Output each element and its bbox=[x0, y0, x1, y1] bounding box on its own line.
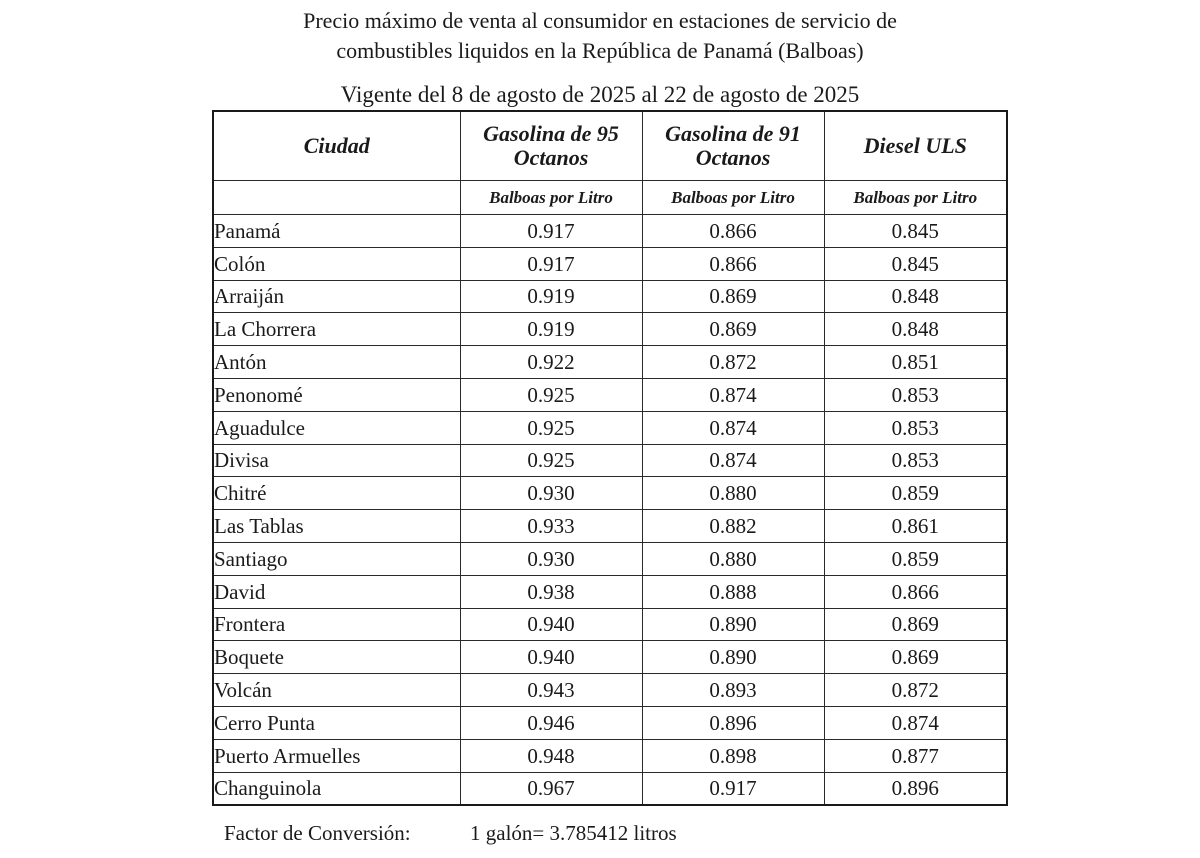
table-row bbox=[213, 313, 1007, 346]
gasolina-95-price-cell: 0.930 bbox=[460, 477, 642, 510]
header-gasolina-95 bbox=[460, 111, 642, 181]
gasolina-95-price-cell: 0.940 bbox=[460, 608, 642, 641]
diesel-price-cell: 0.866 bbox=[824, 575, 1007, 608]
table-row bbox=[213, 608, 1007, 641]
table-row bbox=[213, 772, 1007, 805]
header-gasolina-91 bbox=[642, 111, 824, 181]
city-cell: Arraiján bbox=[213, 280, 460, 313]
units-diesel: Balboas por Litro bbox=[824, 181, 1007, 215]
table-row bbox=[213, 346, 1007, 379]
gasolina-95-price-cell: 0.948 bbox=[460, 739, 642, 772]
gasolina-91-price-cell: 0.874 bbox=[642, 411, 824, 444]
validity-period: Vigente del 8 de agosto de 2025 al 22 de agosto de 2025 bbox=[340, 82, 860, 107]
city-cell: La Chorrera bbox=[213, 313, 460, 346]
gasolina-95-price-cell: 0.967 bbox=[460, 772, 642, 805]
diesel-price-cell: 0.845 bbox=[824, 215, 1007, 248]
gasolina-95-price-cell: 0.938 bbox=[460, 575, 642, 608]
gasolina-95-price-cell: 0.933 bbox=[460, 510, 642, 543]
city-cell: Boquete bbox=[213, 641, 460, 674]
city-cell: Puerto Armuelles bbox=[213, 739, 460, 772]
table-row bbox=[213, 739, 1007, 772]
table-row bbox=[213, 706, 1007, 739]
table-row bbox=[213, 215, 1007, 248]
fuel-price-table bbox=[212, 110, 1008, 806]
table-row bbox=[213, 378, 1007, 411]
table-row bbox=[213, 247, 1007, 280]
table-header-row bbox=[213, 111, 1007, 181]
units-gasolina-91: Balboas por Litro bbox=[642, 181, 824, 215]
table-row bbox=[213, 510, 1007, 543]
gasolina-95-price-cell: 0.917 bbox=[460, 247, 642, 280]
city-cell: Antón bbox=[213, 346, 460, 379]
header-diesel-uls: Diesel ULS bbox=[824, 111, 1007, 181]
header-gasolina-91-line-2: Octanos bbox=[695, 145, 771, 170]
table-row bbox=[213, 674, 1007, 707]
gasolina-91-price-cell: 0.917 bbox=[642, 772, 824, 805]
table-row bbox=[213, 444, 1007, 477]
city-cell: Chitré bbox=[213, 477, 460, 510]
gasolina-91-price-cell: 0.869 bbox=[642, 313, 824, 346]
diesel-price-cell: 0.848 bbox=[824, 313, 1007, 346]
gasolina-91-price-cell: 0.882 bbox=[642, 510, 824, 543]
gasolina-91-price-cell: 0.869 bbox=[642, 280, 824, 313]
diesel-price-cell: 0.861 bbox=[824, 510, 1007, 543]
gasolina-91-price-cell: 0.874 bbox=[642, 444, 824, 477]
diesel-price-cell: 0.859 bbox=[824, 542, 1007, 575]
gasolina-95-price-cell: 0.925 bbox=[460, 378, 642, 411]
city-cell: Penonomé bbox=[213, 378, 460, 411]
diesel-price-cell: 0.877 bbox=[824, 739, 1007, 772]
gasolina-95-price-cell: 0.930 bbox=[460, 542, 642, 575]
gasolina-91-price-cell: 0.874 bbox=[642, 378, 824, 411]
gasolina-91-price-cell: 0.893 bbox=[642, 674, 824, 707]
city-cell: Volcán bbox=[213, 674, 460, 707]
diesel-price-cell: 0.859 bbox=[824, 477, 1007, 510]
gasolina-91-price-cell: 0.896 bbox=[642, 706, 824, 739]
table-body bbox=[213, 215, 1007, 806]
gasolina-95-price-cell: 0.919 bbox=[460, 280, 642, 313]
gasolina-91-price-cell: 0.866 bbox=[642, 215, 824, 248]
diesel-price-cell: 0.869 bbox=[824, 608, 1007, 641]
header-city: Ciudad bbox=[213, 111, 460, 181]
header-gasolina-91-line-1: Gasolina de 91 bbox=[665, 121, 801, 146]
gasolina-91-price-cell: 0.898 bbox=[642, 739, 824, 772]
diesel-price-cell: 0.869 bbox=[824, 641, 1007, 674]
table-row bbox=[213, 641, 1007, 674]
conversion-factor-value: 1 galón= 3.785412 litros bbox=[470, 821, 677, 845]
table-row bbox=[213, 477, 1007, 510]
header-gasolina-95-line-1: Gasolina de 95 bbox=[483, 121, 619, 146]
units-city-empty bbox=[213, 181, 460, 215]
diesel-price-cell: 0.872 bbox=[824, 674, 1007, 707]
gasolina-91-price-cell: 0.866 bbox=[642, 247, 824, 280]
diesel-price-cell: 0.848 bbox=[824, 280, 1007, 313]
document-title-line-2: combustibles liquidos en la República de Panamá (Balboas) bbox=[336, 38, 864, 63]
diesel-price-cell: 0.853 bbox=[824, 378, 1007, 411]
gasolina-95-price-cell: 0.946 bbox=[460, 706, 642, 739]
document-title-line-1: Precio máximo de venta al consumidor en estaciones de servicio de bbox=[303, 8, 897, 33]
conversion-factor bbox=[224, 818, 677, 848]
gasolina-95-price-cell: 0.922 bbox=[460, 346, 642, 379]
gasolina-91-price-cell: 0.880 bbox=[642, 542, 824, 575]
city-cell: Panamá bbox=[213, 215, 460, 248]
city-cell: Cerro Punta bbox=[213, 706, 460, 739]
table-row bbox=[213, 280, 1007, 313]
table-row bbox=[213, 411, 1007, 444]
diesel-price-cell: 0.853 bbox=[824, 411, 1007, 444]
gasolina-91-price-cell: 0.888 bbox=[642, 575, 824, 608]
gasolina-91-price-cell: 0.872 bbox=[642, 346, 824, 379]
units-gasolina-95: Balboas por Litro bbox=[460, 181, 642, 215]
table-row bbox=[213, 575, 1007, 608]
header-gasolina-95-line-2: Octanos bbox=[513, 145, 589, 170]
diesel-price-cell: 0.851 bbox=[824, 346, 1007, 379]
city-cell: David bbox=[213, 575, 460, 608]
diesel-price-cell: 0.874 bbox=[824, 706, 1007, 739]
gasolina-91-price-cell: 0.890 bbox=[642, 608, 824, 641]
city-cell: Frontera bbox=[213, 608, 460, 641]
city-cell: Colón bbox=[213, 247, 460, 280]
city-cell: Santiago bbox=[213, 542, 460, 575]
city-cell: Aguadulce bbox=[213, 411, 460, 444]
table-units-row bbox=[213, 181, 1007, 215]
gasolina-95-price-cell: 0.925 bbox=[460, 411, 642, 444]
conversion-factor-label: Factor de Conversión: bbox=[224, 821, 411, 845]
gasolina-95-price-cell: 0.943 bbox=[460, 674, 642, 707]
gasolina-95-price-cell: 0.917 bbox=[460, 215, 642, 248]
city-cell: Changuinola bbox=[213, 772, 460, 805]
gasolina-95-price-cell: 0.919 bbox=[460, 313, 642, 346]
city-cell: Divisa bbox=[213, 444, 460, 477]
gasolina-91-price-cell: 0.880 bbox=[642, 477, 824, 510]
gasolina-95-price-cell: 0.940 bbox=[460, 641, 642, 674]
table-row bbox=[213, 542, 1007, 575]
city-cell: Las Tablas bbox=[213, 510, 460, 543]
diesel-price-cell: 0.853 bbox=[824, 444, 1007, 477]
gasolina-95-price-cell: 0.925 bbox=[460, 444, 642, 477]
diesel-price-cell: 0.845 bbox=[824, 247, 1007, 280]
diesel-price-cell: 0.896 bbox=[824, 772, 1007, 805]
gasolina-91-price-cell: 0.890 bbox=[642, 641, 824, 674]
